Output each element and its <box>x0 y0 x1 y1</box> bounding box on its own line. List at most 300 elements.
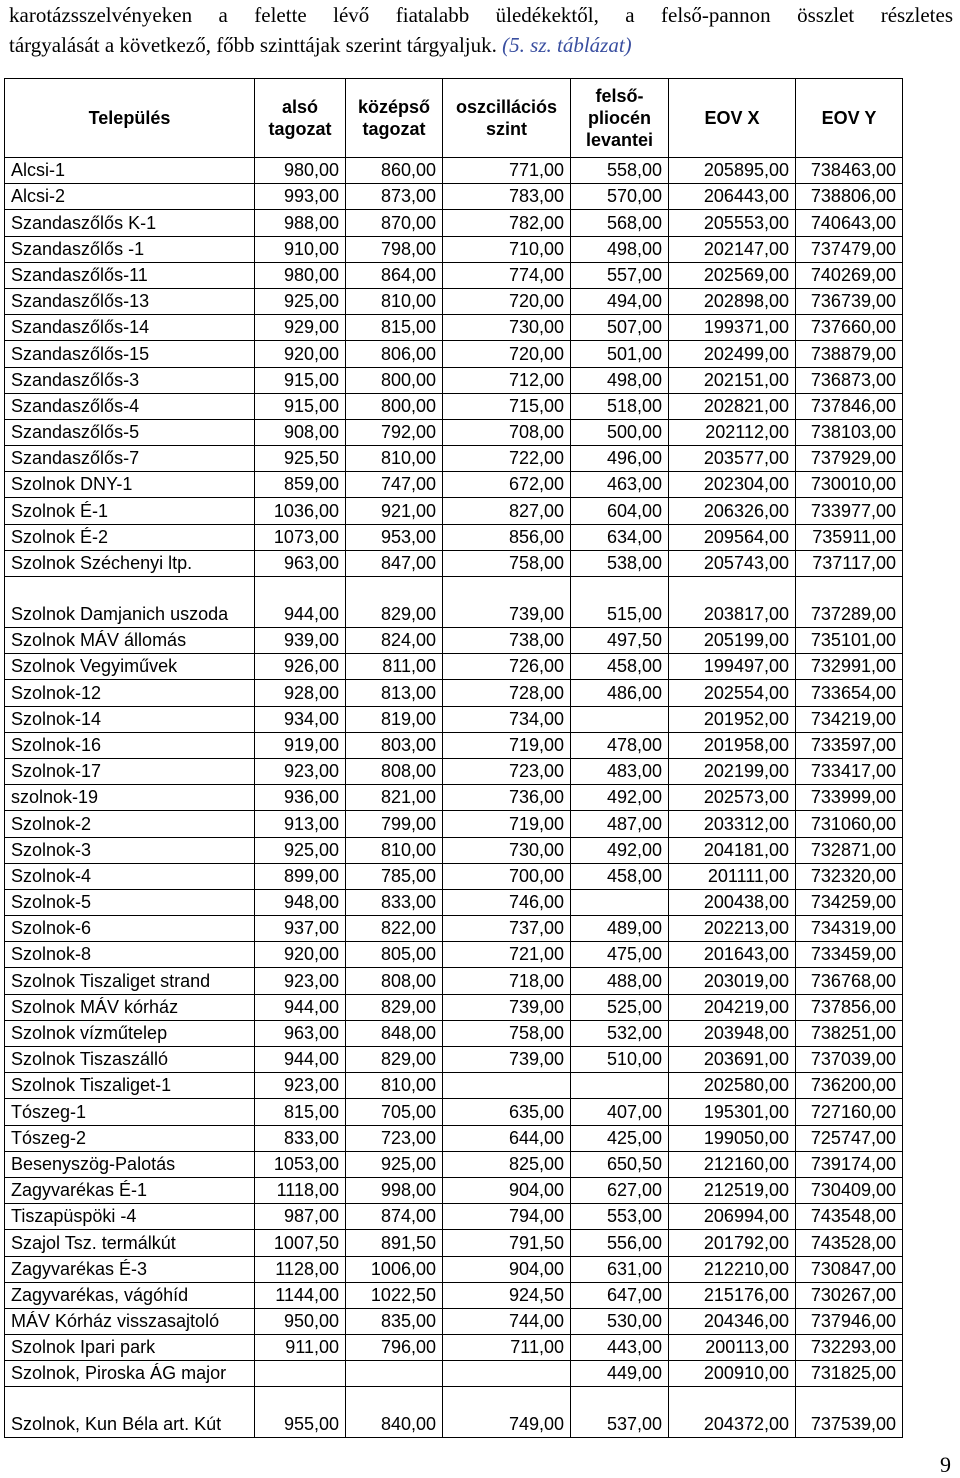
row-value-cell: 737,00 <box>443 916 571 942</box>
row-location-cell: Szolnok, Kun Béla art. Kút <box>5 1387 255 1438</box>
row-value-cell: 204346,00 <box>669 1308 796 1334</box>
row-value-cell: 486,00 <box>571 680 669 706</box>
row-location-cell: Szandaszőlős-4 <box>5 393 255 419</box>
row-value-cell: 492,00 <box>571 837 669 863</box>
row-value-cell: 1022,50 <box>346 1282 443 1308</box>
row-location-cell: Besenyszög-Palotás <box>5 1151 255 1177</box>
row-value-cell: 712,00 <box>443 367 571 393</box>
row-value-cell: 700,00 <box>443 863 571 889</box>
row-value-cell: 634,00 <box>571 524 669 550</box>
table-header <box>5 79 903 158</box>
row-value-cell: 731060,00 <box>796 811 903 837</box>
row-value-cell: 733999,00 <box>796 785 903 811</box>
row-value-cell: 739,00 <box>443 577 571 628</box>
row-location-cell: Tószeg-2 <box>5 1125 255 1151</box>
row-value-cell: 202580,00 <box>669 1073 796 1099</box>
row-value-cell: 810,00 <box>346 288 443 314</box>
row-value-cell: 650,50 <box>571 1151 669 1177</box>
row-value-cell: 449,00 <box>571 1361 669 1387</box>
row-value-cell: 201958,00 <box>669 732 796 758</box>
row-value-cell: 202499,00 <box>669 341 796 367</box>
row-value-cell: 206994,00 <box>669 1204 796 1230</box>
table-reference-link[interactable]: (5. sz. táblázat) <box>502 33 632 57</box>
row-value-cell: 980,00 <box>255 262 346 288</box>
row-value-cell: 727160,00 <box>796 1099 903 1125</box>
row-location-cell: Tiszapüspöki -4 <box>5 1204 255 1230</box>
row-value-cell: 939,00 <box>255 628 346 654</box>
row-value-cell: 734259,00 <box>796 889 903 915</box>
row-value-cell: 710,00 <box>443 236 571 262</box>
row-value-cell: 497,50 <box>571 628 669 654</box>
row-value-cell: 920,00 <box>255 942 346 968</box>
row-value-cell: 627,00 <box>571 1177 669 1203</box>
row-value-cell: 644,00 <box>443 1125 571 1151</box>
row-value-cell: 1128,00 <box>255 1256 346 1282</box>
row-value-cell: 925,00 <box>346 1151 443 1177</box>
row-value-cell: 848,00 <box>346 1020 443 1046</box>
row-value-cell: 200910,00 <box>669 1361 796 1387</box>
table-row <box>5 184 903 210</box>
row-location-cell: Szolnok-5 <box>5 889 255 915</box>
row-value-cell: 774,00 <box>443 262 571 288</box>
intro-line-2-text: tárgyalását a következő, főbb szinttájak szerint tárgyaljuk. <box>9 33 503 57</box>
table-row <box>5 577 903 628</box>
row-value-cell: 202304,00 <box>669 472 796 498</box>
table-row <box>5 1177 903 1203</box>
table-row <box>5 236 903 262</box>
row-value-cell: 202569,00 <box>669 262 796 288</box>
row-location-cell: Szolnok-4 <box>5 863 255 889</box>
row-value-cell: 934,00 <box>255 706 346 732</box>
row-value-cell: 738463,00 <box>796 158 903 184</box>
table-row <box>5 837 903 863</box>
row-value-cell: 821,00 <box>346 785 443 811</box>
row-location-cell: Szandaszőlős -1 <box>5 236 255 262</box>
row-location-cell: Tószeg-1 <box>5 1099 255 1125</box>
row-value-cell: 201643,00 <box>669 942 796 968</box>
row-value-cell: 782,00 <box>443 210 571 236</box>
row-value-cell: 202554,00 <box>669 680 796 706</box>
row-location-cell: Szolnok-2 <box>5 811 255 837</box>
row-value-cell: 719,00 <box>443 732 571 758</box>
column-header: Település <box>5 79 255 158</box>
intro-line-1: karotázsszelvényeken a felette lévő fiatalabb üledékektől, a felső-pannon összlet részletes <box>9 3 953 27</box>
row-location-cell: Szolnok-6 <box>5 916 255 942</box>
row-value-cell: 475,00 <box>571 942 669 968</box>
row-location-cell: Szolnok-17 <box>5 758 255 784</box>
row-value-cell: 899,00 <box>255 863 346 889</box>
row-value-cell: 734319,00 <box>796 916 903 942</box>
row-value-cell: 734219,00 <box>796 706 903 732</box>
row-value-cell: 500,00 <box>571 419 669 445</box>
table-row <box>5 1125 903 1151</box>
row-value-cell: 810,00 <box>346 837 443 863</box>
row-value-cell: 458,00 <box>571 863 669 889</box>
row-location-cell: Szajol Tsz. termálkút <box>5 1230 255 1256</box>
row-value-cell: 822,00 <box>346 916 443 942</box>
row-value-cell: 507,00 <box>571 315 669 341</box>
column-header: felső-pliocén levantei <box>571 79 669 158</box>
row-location-cell: Szolnok Tiszaliget strand <box>5 968 255 994</box>
row-value-cell: 199050,00 <box>669 1125 796 1151</box>
row-value-cell: 202147,00 <box>669 236 796 262</box>
row-value-cell: 205553,00 <box>669 210 796 236</box>
row-value-cell: 811,00 <box>346 654 443 680</box>
column-header: EOV Y <box>796 79 903 158</box>
row-value-cell: 904,00 <box>443 1256 571 1282</box>
row-value-cell: 815,00 <box>346 315 443 341</box>
row-value-cell: 810,00 <box>346 446 443 472</box>
table-row <box>5 1387 903 1438</box>
row-value-cell: 718,00 <box>443 968 571 994</box>
table-row <box>5 472 903 498</box>
table-row <box>5 393 903 419</box>
row-value-cell: 1118,00 <box>255 1177 346 1203</box>
row-location-cell: Szolnok MÁV állomás <box>5 628 255 654</box>
row-value-cell <box>346 1361 443 1387</box>
row-value-cell: 205895,00 <box>669 158 796 184</box>
row-value-cell: 860,00 <box>346 158 443 184</box>
row-value-cell: 553,00 <box>571 1204 669 1230</box>
row-value-cell: 805,00 <box>346 942 443 968</box>
row-value-cell: 203312,00 <box>669 811 796 837</box>
row-value-cell: 783,00 <box>443 184 571 210</box>
row-value-cell: 733417,00 <box>796 758 903 784</box>
row-value-cell: 810,00 <box>346 1073 443 1099</box>
row-location-cell: Szandaszőlős-7 <box>5 446 255 472</box>
row-value-cell: 874,00 <box>346 1204 443 1230</box>
row-value-cell: 944,00 <box>255 577 346 628</box>
row-value-cell: 721,00 <box>443 942 571 968</box>
table-row <box>5 916 903 942</box>
row-value-cell: 740643,00 <box>796 210 903 236</box>
row-value-cell: 737660,00 <box>796 315 903 341</box>
row-value-cell: 568,00 <box>571 210 669 236</box>
row-value-cell: 483,00 <box>571 758 669 784</box>
row-location-cell: Szolnok-3 <box>5 837 255 863</box>
row-value-cell: 732871,00 <box>796 837 903 863</box>
table-row <box>5 968 903 994</box>
row-location-cell: Szandaszőlős-3 <box>5 367 255 393</box>
row-value-cell: 815,00 <box>255 1099 346 1125</box>
row-value-cell: 532,00 <box>571 1020 669 1046</box>
row-value-cell: 199371,00 <box>669 315 796 341</box>
row-value-cell: 743528,00 <box>796 1230 903 1256</box>
intro-paragraph <box>9 0 953 60</box>
table-row <box>5 367 903 393</box>
row-location-cell: MÁV Kórház visszasajtoló <box>5 1308 255 1334</box>
row-value-cell: 725747,00 <box>796 1125 903 1151</box>
row-location-cell: szolnok-19 <box>5 785 255 811</box>
row-location-cell: Szandaszőlős K-1 <box>5 210 255 236</box>
row-value-cell: 206326,00 <box>669 498 796 524</box>
row-location-cell: Szolnok Széchenyi ltp. <box>5 550 255 576</box>
row-value-cell: 733654,00 <box>796 680 903 706</box>
row-value-cell: 205743,00 <box>669 550 796 576</box>
row-value-cell: 732320,00 <box>796 863 903 889</box>
row-location-cell: Alcsi-2 <box>5 184 255 210</box>
row-value-cell <box>443 1361 571 1387</box>
row-location-cell: Szandaszőlős-5 <box>5 419 255 445</box>
row-value-cell: 870,00 <box>346 210 443 236</box>
row-value-cell: 203948,00 <box>669 1020 796 1046</box>
row-value-cell: 203577,00 <box>669 446 796 472</box>
table-row <box>5 889 903 915</box>
row-value-cell <box>255 1361 346 1387</box>
row-value-cell: 758,00 <box>443 1020 571 1046</box>
row-location-cell: Szandaszőlős-14 <box>5 315 255 341</box>
row-location-cell: Szolnok É-1 <box>5 498 255 524</box>
row-value-cell: 737479,00 <box>796 236 903 262</box>
row-value-cell: 195301,00 <box>669 1099 796 1125</box>
row-value-cell: 936,00 <box>255 785 346 811</box>
row-value-cell: 720,00 <box>443 288 571 314</box>
table-row <box>5 863 903 889</box>
row-value-cell: 908,00 <box>255 419 346 445</box>
row-value-cell: 913,00 <box>255 811 346 837</box>
row-value-cell: 730409,00 <box>796 1177 903 1203</box>
table-row <box>5 341 903 367</box>
row-location-cell: Szandaszőlős-15 <box>5 341 255 367</box>
row-value-cell: 730267,00 <box>796 1282 903 1308</box>
row-value-cell <box>443 1073 571 1099</box>
row-value-cell: 737039,00 <box>796 1047 903 1073</box>
row-location-cell: Zagyvarékas É-1 <box>5 1177 255 1203</box>
row-value-cell: 987,00 <box>255 1204 346 1230</box>
row-value-cell: 926,00 <box>255 654 346 680</box>
row-value-cell: 525,00 <box>571 994 669 1020</box>
row-value-cell: 732991,00 <box>796 654 903 680</box>
row-value-cell: 570,00 <box>571 184 669 210</box>
row-value-cell: 730,00 <box>443 837 571 863</box>
row-value-cell: 937,00 <box>255 916 346 942</box>
row-value-cell: 530,00 <box>571 1308 669 1334</box>
table-row <box>5 1047 903 1073</box>
row-value-cell: 735101,00 <box>796 628 903 654</box>
row-value-cell: 558,00 <box>571 158 669 184</box>
row-value-cell: 925,00 <box>255 837 346 863</box>
row-value-cell: 734,00 <box>443 706 571 732</box>
row-value-cell: 923,00 <box>255 968 346 994</box>
row-value-cell: 948,00 <box>255 889 346 915</box>
table-row <box>5 1099 903 1125</box>
column-header: alsó tagozat <box>255 79 346 158</box>
row-location-cell: Szandaszőlős-13 <box>5 288 255 314</box>
row-value-cell: 746,00 <box>443 889 571 915</box>
row-value-cell: 829,00 <box>346 577 443 628</box>
row-value-cell: 803,00 <box>346 732 443 758</box>
row-value-cell: 833,00 <box>346 889 443 915</box>
row-value-cell: 715,00 <box>443 393 571 419</box>
row-location-cell: Szolnok Tiszaszálló <box>5 1047 255 1073</box>
row-value-cell: 212519,00 <box>669 1177 796 1203</box>
row-value-cell: 904,00 <box>443 1177 571 1203</box>
row-value-cell: 672,00 <box>443 472 571 498</box>
row-value-cell: 794,00 <box>443 1204 571 1230</box>
row-value-cell: 735911,00 <box>796 524 903 550</box>
row-value-cell: 891,50 <box>346 1230 443 1256</box>
row-value-cell: 478,00 <box>571 732 669 758</box>
table-row <box>5 1151 903 1177</box>
depth-table <box>4 78 903 1438</box>
row-value-cell: 955,00 <box>255 1387 346 1438</box>
row-value-cell: 733977,00 <box>796 498 903 524</box>
row-value-cell: 792,00 <box>346 419 443 445</box>
row-value-cell: 202573,00 <box>669 785 796 811</box>
row-value-cell: 498,00 <box>571 367 669 393</box>
table-row <box>5 1020 903 1046</box>
row-value-cell: 796,00 <box>346 1335 443 1361</box>
row-value-cell: 202199,00 <box>669 758 796 784</box>
table-row <box>5 1204 903 1230</box>
row-location-cell: Szolnok Tiszaliget-1 <box>5 1073 255 1099</box>
row-location-cell: Alcsi-1 <box>5 158 255 184</box>
row-value-cell: 489,00 <box>571 916 669 942</box>
row-value-cell: 736,00 <box>443 785 571 811</box>
row-value-cell: 738879,00 <box>796 341 903 367</box>
row-value-cell: 203691,00 <box>669 1047 796 1073</box>
table-body <box>5 158 903 1438</box>
page-number: 9 <box>940 1452 951 1477</box>
row-value-cell: 864,00 <box>346 262 443 288</box>
table-row <box>5 1308 903 1334</box>
row-value-cell: 488,00 <box>571 968 669 994</box>
row-value-cell: 1073,00 <box>255 524 346 550</box>
row-value-cell: 840,00 <box>346 1387 443 1438</box>
table-row <box>5 706 903 732</box>
row-value-cell: 749,00 <box>443 1387 571 1438</box>
row-value-cell: 212210,00 <box>669 1256 796 1282</box>
row-value-cell: 747,00 <box>346 472 443 498</box>
row-value-cell: 203817,00 <box>669 577 796 628</box>
row-value-cell: 944,00 <box>255 1047 346 1073</box>
row-location-cell: Szolnok vízműtelep <box>5 1020 255 1046</box>
row-value-cell: 720,00 <box>443 341 571 367</box>
row-value-cell: 737946,00 <box>796 1308 903 1334</box>
row-value-cell: 925,00 <box>255 288 346 314</box>
table-row <box>5 158 903 184</box>
row-value-cell: 929,00 <box>255 315 346 341</box>
row-value-cell: 798,00 <box>346 236 443 262</box>
row-value-cell: 737539,00 <box>796 1387 903 1438</box>
table-row <box>5 1335 903 1361</box>
row-value-cell: 806,00 <box>346 341 443 367</box>
row-value-cell: 737846,00 <box>796 393 903 419</box>
table-row <box>5 1230 903 1256</box>
row-value-cell: 743548,00 <box>796 1204 903 1230</box>
row-value-cell: 631,00 <box>571 1256 669 1282</box>
row-value-cell: 911,00 <box>255 1335 346 1361</box>
row-value-cell: 737856,00 <box>796 994 903 1020</box>
row-value-cell: 708,00 <box>443 419 571 445</box>
row-location-cell: Szolnok-8 <box>5 942 255 968</box>
row-value-cell: 732293,00 <box>796 1335 903 1361</box>
row-value-cell: 728,00 <box>443 680 571 706</box>
row-value-cell: 736200,00 <box>796 1073 903 1099</box>
row-value-cell: 819,00 <box>346 706 443 732</box>
row-value-cell: 799,00 <box>346 811 443 837</box>
row-location-cell: Szolnok DNY-1 <box>5 472 255 498</box>
row-value-cell: 201792,00 <box>669 1230 796 1256</box>
row-value-cell: 200438,00 <box>669 889 796 915</box>
row-value-cell: 496,00 <box>571 446 669 472</box>
row-value-cell: 739174,00 <box>796 1151 903 1177</box>
intro-line-2 <box>9 30 953 60</box>
row-value-cell: 731825,00 <box>796 1361 903 1387</box>
header-row <box>5 79 903 158</box>
row-value-cell: 556,00 <box>571 1230 669 1256</box>
table-row <box>5 811 903 837</box>
row-value-cell: 199497,00 <box>669 654 796 680</box>
row-location-cell: Zagyvarékas, vágóhíd <box>5 1282 255 1308</box>
row-value-cell: 705,00 <box>346 1099 443 1125</box>
row-location-cell: Szolnok, Piroska ÁG major <box>5 1361 255 1387</box>
row-value-cell: 215176,00 <box>669 1282 796 1308</box>
row-value-cell: 1053,00 <box>255 1151 346 1177</box>
row-value-cell: 771,00 <box>443 158 571 184</box>
row-value-cell: 758,00 <box>443 550 571 576</box>
row-value-cell: 963,00 <box>255 550 346 576</box>
row-value-cell: 203019,00 <box>669 968 796 994</box>
table-row <box>5 524 903 550</box>
table-row <box>5 419 903 445</box>
table-row <box>5 446 903 472</box>
row-value-cell: 733459,00 <box>796 942 903 968</box>
row-value-cell: 739,00 <box>443 994 571 1020</box>
row-value-cell: 204181,00 <box>669 837 796 863</box>
row-value-cell: 200113,00 <box>669 1335 796 1361</box>
row-value-cell: 1007,50 <box>255 1230 346 1256</box>
row-value-cell: 813,00 <box>346 680 443 706</box>
table-row <box>5 680 903 706</box>
row-value-cell: 827,00 <box>443 498 571 524</box>
row-value-cell: 425,00 <box>571 1125 669 1151</box>
row-value-cell: 1144,00 <box>255 1282 346 1308</box>
row-value-cell: 829,00 <box>346 994 443 1020</box>
row-value-cell: 202151,00 <box>669 367 796 393</box>
table-row <box>5 1073 903 1099</box>
row-value-cell: 785,00 <box>346 863 443 889</box>
table-row <box>5 315 903 341</box>
row-value-cell: 924,50 <box>443 1282 571 1308</box>
row-location-cell: Szolnok MÁV kórház <box>5 994 255 1020</box>
row-value-cell: 963,00 <box>255 1020 346 1046</box>
row-value-cell: 204372,00 <box>669 1387 796 1438</box>
table-row <box>5 288 903 314</box>
row-value-cell: 988,00 <box>255 210 346 236</box>
row-value-cell: 518,00 <box>571 393 669 419</box>
row-value-cell: 923,00 <box>255 1073 346 1099</box>
row-value-cell: 711,00 <box>443 1335 571 1361</box>
row-value-cell: 833,00 <box>255 1125 346 1151</box>
row-value-cell: 829,00 <box>346 1047 443 1073</box>
row-location-cell: Zagyvarékas É-3 <box>5 1256 255 1282</box>
row-value-cell: 201952,00 <box>669 706 796 732</box>
table-row <box>5 758 903 784</box>
row-value-cell: 487,00 <box>571 811 669 837</box>
row-value-cell: 738,00 <box>443 628 571 654</box>
row-value-cell: 443,00 <box>571 1335 669 1361</box>
row-value-cell: 847,00 <box>346 550 443 576</box>
row-value-cell: 740269,00 <box>796 262 903 288</box>
table-row <box>5 994 903 1020</box>
row-value-cell: 212160,00 <box>669 1151 796 1177</box>
row-value-cell: 944,00 <box>255 994 346 1020</box>
row-value-cell: 730010,00 <box>796 472 903 498</box>
row-value-cell: 492,00 <box>571 785 669 811</box>
row-value-cell: 737117,00 <box>796 550 903 576</box>
row-value-cell: 204219,00 <box>669 994 796 1020</box>
